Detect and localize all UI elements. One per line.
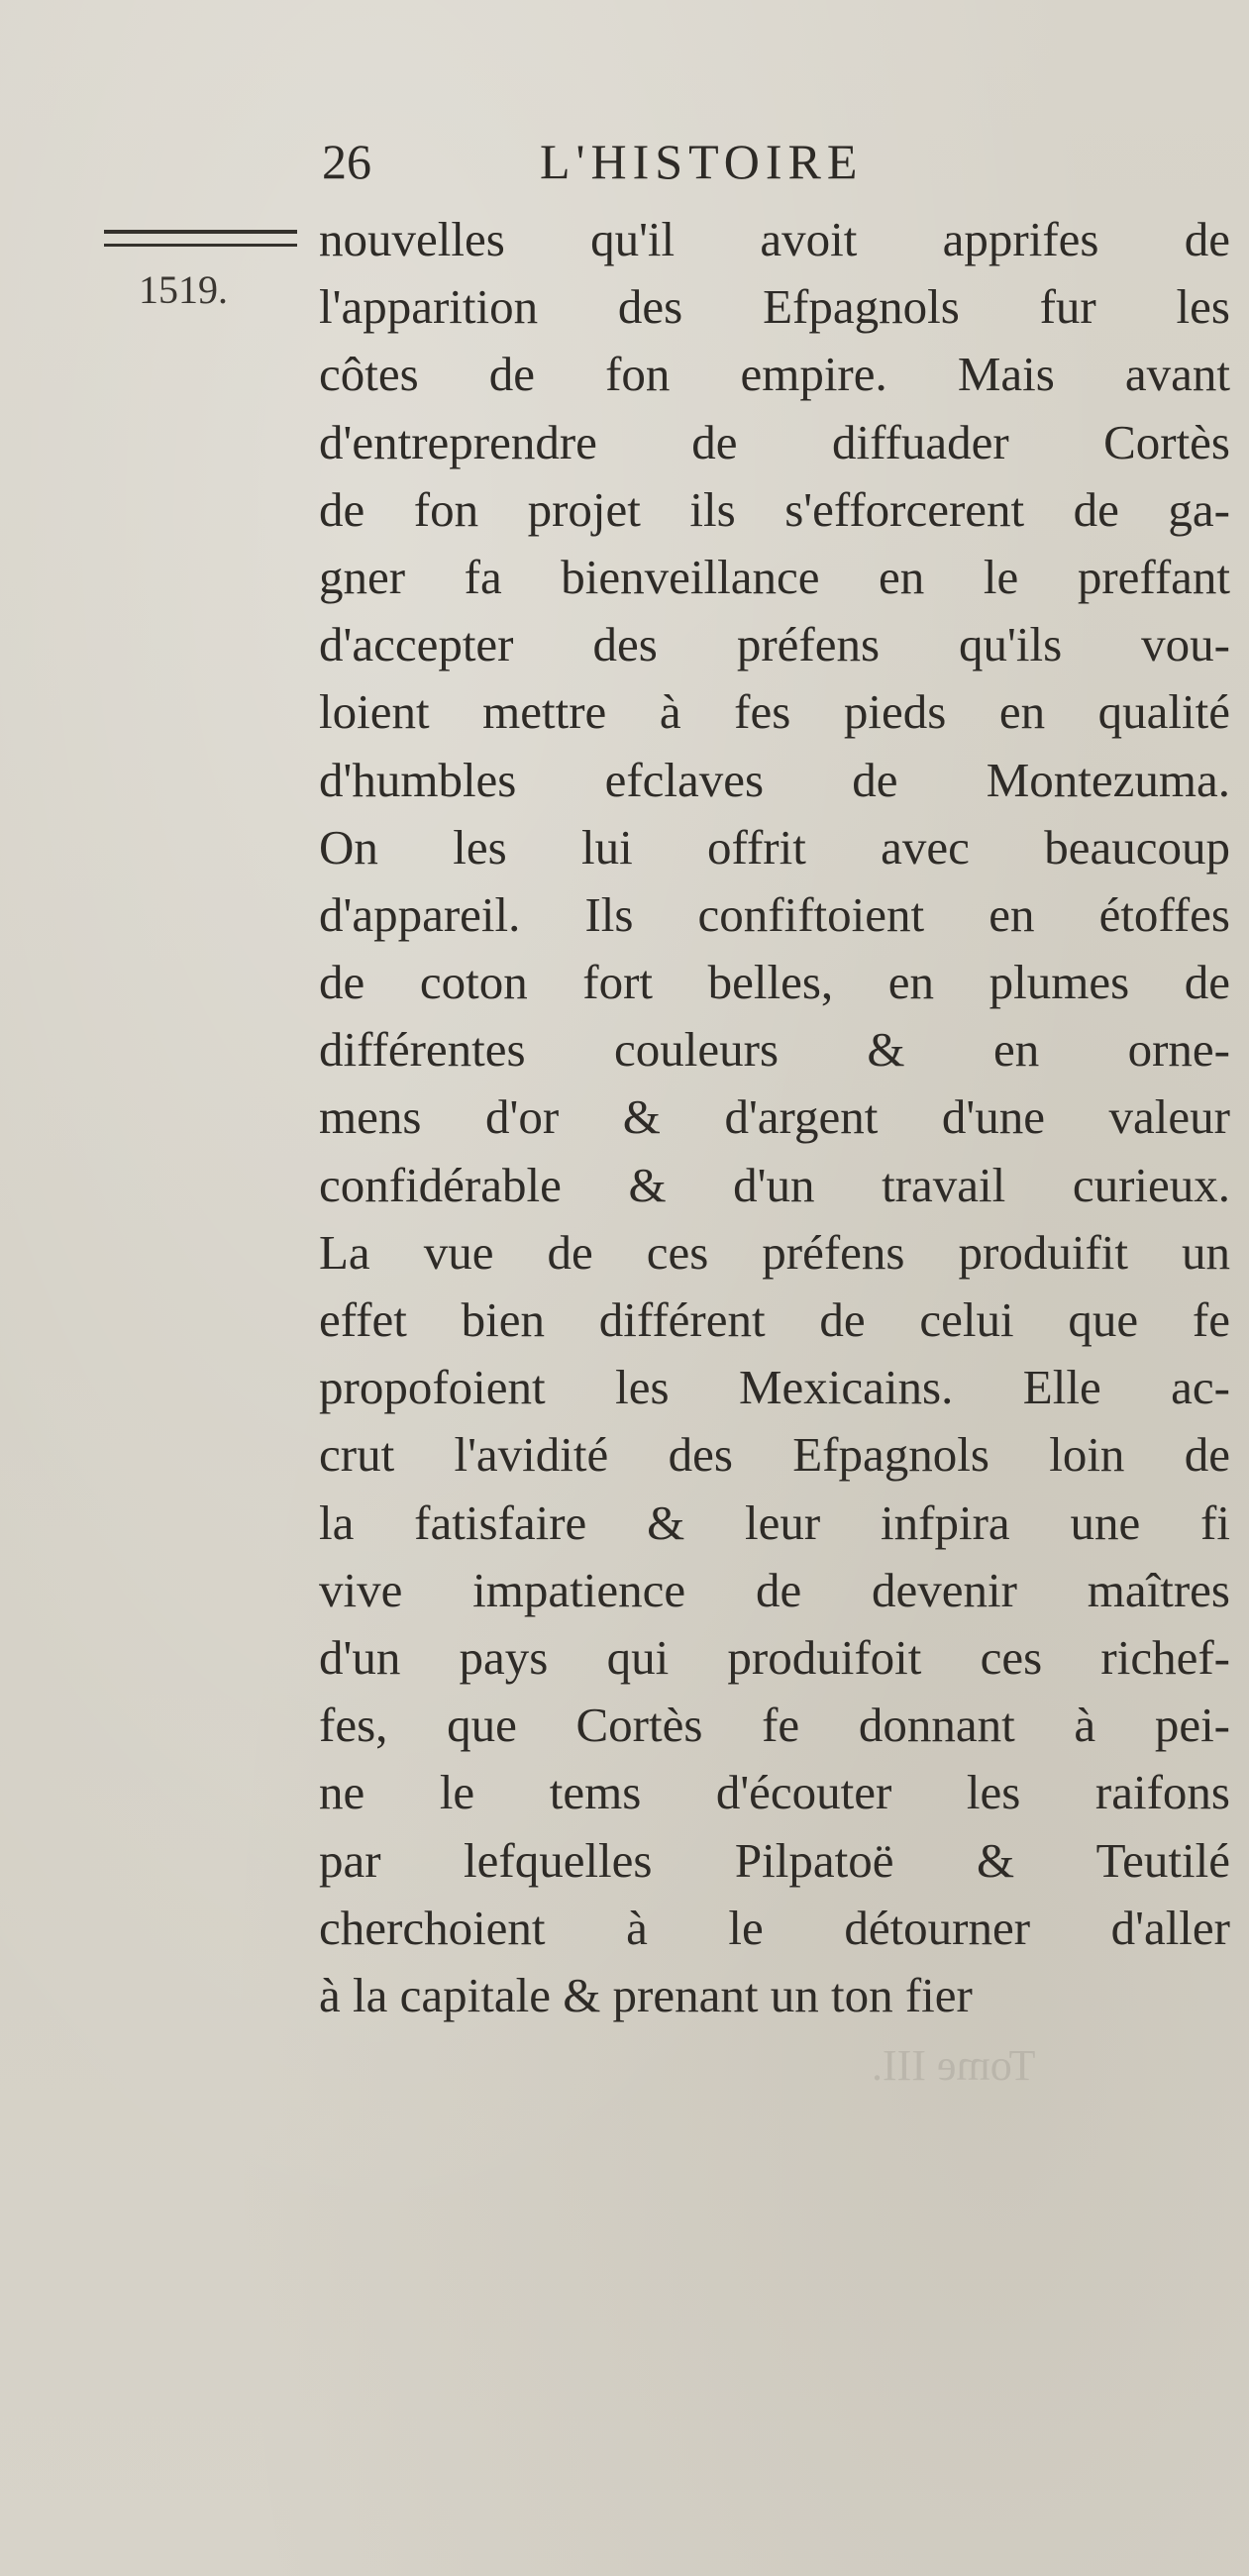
bleed-through-text: Tome III. — [872, 2041, 1036, 2090]
text-line: différentes couleurs & en orne- — [319, 1022, 1230, 1078]
text-line: à la capitale & prenant un ton fier — [319, 1967, 973, 2022]
text-line: d'humbles efclaves de Montezuma. — [319, 752, 1230, 807]
text-line: gner fa bienveillance en le preffant — [319, 549, 1230, 604]
text-line: fes, que Cortès fe donnant à pei- — [319, 1698, 1230, 1753]
running-title: L'HISTOIRE — [540, 134, 864, 189]
text-line: côtes de fon empire. Mais avant — [319, 347, 1230, 402]
text-line: la fatisfaire & leur infpira une fi — [319, 1494, 1230, 1550]
text-line: ne le tems d'écouter les raifons — [319, 1765, 1230, 1820]
margin-year-note: 1519. — [139, 267, 228, 312]
text-line: vive impatience de devenir maîtres — [319, 1562, 1230, 1617]
page-number: 26 — [322, 134, 371, 189]
text-line: de coton fort belles, en plumes de — [319, 955, 1230, 1010]
text-line: d'un pays qui produifoit ces richef- — [319, 1629, 1230, 1685]
text-line: de fon projet ils s'efforcerent de ga- — [319, 481, 1230, 537]
text-line: crut l'avidité des Efpagnols loin de — [319, 1427, 1230, 1483]
text-line: l'apparition des Efpagnols fur les — [319, 279, 1230, 335]
text-line: nouvelles qu'il avoit apprifes de — [319, 212, 1230, 266]
margin-double-rule — [104, 230, 297, 247]
text-line: propofoient les Mexicains. Elle ac- — [319, 1360, 1230, 1415]
text-line: d'appareil. Ils confiftoient en étoffes — [319, 886, 1230, 942]
running-head — [322, 127, 1075, 196]
text-line: cherchoient à le détourner d'aller — [319, 1900, 1230, 1955]
text-line: d'accepter des préfens qu'ils vou- — [319, 617, 1230, 672]
text-line: par lefquelles Pilpatoë & Teutilé — [319, 1832, 1230, 1888]
text-line: effet bien différent de celui que fe — [319, 1292, 1230, 1347]
text-line: d'entreprendre de diffuader Cortès — [319, 414, 1230, 469]
text-line: On les lui offrit avec beaucoup — [319, 819, 1230, 875]
text-line: confidérable & d'un travail curieux. — [319, 1157, 1230, 1212]
text-line: La vue de ces préfens produifit un — [319, 1224, 1230, 1280]
text-line: mens d'or & d'argent d'une valeur — [319, 1089, 1230, 1145]
text-line: loient mettre à fes pieds en qualité — [319, 684, 1230, 740]
body-text — [319, 206, 1230, 2029]
